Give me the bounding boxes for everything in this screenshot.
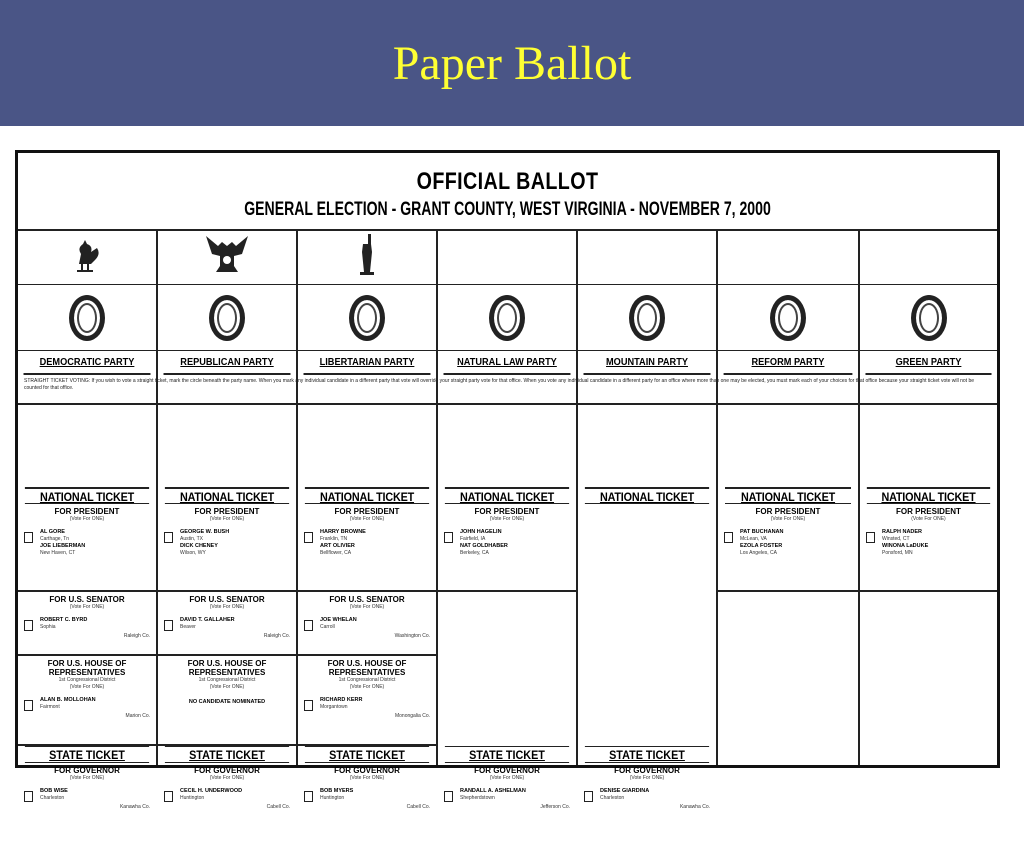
race-title: FOR U.S. SENATOR <box>49 595 125 604</box>
state-ticket-label: STATE TICKET <box>585 746 709 763</box>
race-vote-instruction: (Vote For ONE) <box>349 684 385 690</box>
race-title: FOR U.S. HOUSE OF REPRESENTATIVES <box>47 659 127 677</box>
candidate-county: Cabell Co. <box>266 804 290 810</box>
running-mate-location: Bellflower, CA <box>320 549 352 556</box>
race-title: FOR U.S. HOUSE OF REPRESENTATIVES <box>327 659 407 677</box>
party-column <box>718 229 860 765</box>
straight-ticket-oval[interactable] <box>770 295 806 341</box>
straight-ticket-circle[interactable] <box>578 285 716 351</box>
party-emblem <box>718 229 858 285</box>
candidate-location: Carroll <box>320 624 335 630</box>
candidate-location: Beaver <box>180 624 196 630</box>
house-race <box>18 656 156 746</box>
running-mate-location: Ponsford, MN <box>882 549 913 556</box>
national-ticket-label: NATIONAL TICKET <box>305 487 429 504</box>
running-mate-name: NAT GOLDHABER <box>460 542 508 549</box>
candidate-name: HARRY BROWNE <box>320 529 366 535</box>
race-vote-instruction: (Vote For ONE) <box>209 604 245 610</box>
candidate-county: Marion Co. <box>125 713 150 719</box>
race-title: FOR PRESIDENT <box>334 507 400 516</box>
running-mate-location: Berkeley, CA <box>460 549 489 556</box>
house-race <box>158 656 296 746</box>
candidate <box>162 529 292 556</box>
race-vote-instruction: (Vote For ONE) <box>629 775 665 781</box>
national-ticket-label: NATIONAL TICKET <box>585 487 709 504</box>
race-title: FOR PRESIDENT <box>755 507 821 516</box>
running-mate-name: WINONA LaDUKE <box>882 542 929 549</box>
governor-race <box>578 763 716 847</box>
candidate-county: Raleigh Co. <box>263 633 290 639</box>
candidate-location: Carthage, Tn <box>40 536 70 542</box>
vote-checkbox[interactable] <box>724 532 733 543</box>
race-district: 1st Congressional District <box>198 677 256 683</box>
senator-race <box>18 592 156 656</box>
rooster-icon <box>67 234 107 279</box>
candidate-location: Winsted, CT <box>882 536 910 542</box>
national-ticket-label: NATIONAL TICKET <box>445 487 569 504</box>
race-vote-instruction: (Vote For ONE) <box>69 604 105 610</box>
president-race <box>158 504 296 592</box>
liberty-statue-icon <box>355 232 379 281</box>
candidate <box>22 617 152 639</box>
candidate-name: RICHARD KERR <box>320 697 363 703</box>
candidate-location: Huntington <box>180 795 205 801</box>
race-vote-instruction: (Vote For ONE) <box>209 516 245 522</box>
running-mate-name: ART OLIVIER <box>320 542 355 549</box>
candidate-name: BOB MYERS <box>320 788 354 794</box>
race-vote-instruction: (Vote For ONE) <box>911 516 946 522</box>
president-race <box>298 504 436 592</box>
candidate-location: McLean, VA <box>740 536 767 542</box>
candidate-name: DAVID T. GALLAHER <box>180 617 235 623</box>
running-mate-location: Los Angeles, CA <box>740 549 777 556</box>
president-race <box>718 504 858 592</box>
no-candidate-note: NO CANDIDATE NOMINATED <box>188 699 266 705</box>
candidate <box>442 529 572 556</box>
race-title: FOR U.S. HOUSE OF REPRESENTATIVES <box>187 659 267 677</box>
running-mate-location: New Haven, CT <box>40 549 76 556</box>
vote-checkbox[interactable] <box>24 700 33 711</box>
straight-ticket-circle[interactable] <box>860 285 997 351</box>
straight-ticket-circle[interactable] <box>438 285 576 351</box>
president-race <box>860 504 997 592</box>
straight-ticket-circle[interactable] <box>298 285 436 351</box>
candidate <box>302 617 432 639</box>
candidate-location: Charleston <box>40 795 65 801</box>
senator-race <box>298 592 436 656</box>
straight-ticket-circle[interactable] <box>718 285 858 351</box>
vote-checkbox[interactable] <box>164 791 173 802</box>
slide-header <box>0 0 1024 126</box>
candidate-county: Jefferson Co. <box>540 804 570 810</box>
straight-ticket-oval[interactable] <box>349 295 385 341</box>
national-ticket-label: NATIONAL TICKET <box>867 487 990 504</box>
party-name: GREEN PARTY <box>865 351 991 375</box>
slide-title: Paper Ballot <box>392 37 632 90</box>
race-title: FOR GOVERNOR <box>194 766 260 775</box>
vote-checkbox[interactable] <box>584 791 593 802</box>
race-title: FOR U.S. SENATOR <box>189 595 265 604</box>
candidate-location: Fairmont <box>40 704 60 710</box>
race-title: FOR GOVERNOR <box>54 766 120 775</box>
ballot-title: OFFICIAL BALLOT <box>416 168 599 195</box>
race-vote-instruction: (Vote For ONE) <box>209 684 245 690</box>
race-vote-instruction: (Vote For ONE) <box>489 516 525 522</box>
party-column <box>438 229 578 810</box>
party-emblem <box>438 229 576 285</box>
party-emblem <box>158 229 296 285</box>
candidate-name: JOHN HAGELIN <box>460 529 502 535</box>
candidate-location: Fairfield, IA <box>460 536 486 542</box>
candidate-location: Charleston <box>600 795 625 801</box>
state-ticket-label: STATE TICKET <box>25 746 149 763</box>
candidate-name: RANDALL A. ASHELMAN <box>460 788 526 794</box>
candidate-county: Monongalia Co. <box>394 713 430 719</box>
candidate <box>864 529 993 556</box>
candidate-name: DENISE GIARDINA <box>600 788 650 794</box>
candidate <box>582 788 712 810</box>
candidate-location: Morgantown <box>320 704 348 710</box>
straight-ticket-oval[interactable] <box>489 295 525 341</box>
candidate <box>22 788 152 810</box>
race-title: FOR PRESIDENT <box>194 507 260 516</box>
ballot-header <box>18 153 997 231</box>
party-name: MOUNTAIN PARTY <box>584 351 711 375</box>
race-vote-instruction: (Vote For ONE) <box>349 604 385 610</box>
ballot-image <box>15 150 1000 810</box>
president-race <box>438 504 576 592</box>
race-vote-instruction: (Vote For ONE) <box>489 775 525 781</box>
party-emblem <box>578 229 716 285</box>
candidate-county: Washington Co. <box>394 633 430 639</box>
candidate-county: Raleigh Co. <box>123 633 150 639</box>
race-title: FOR GOVERNOR <box>614 766 680 775</box>
governor-race <box>298 763 436 847</box>
vote-checkbox[interactable] <box>444 532 453 543</box>
vote-checkbox[interactable] <box>866 532 875 543</box>
party-emblem <box>860 229 997 285</box>
race-vote-instruction: (Vote For ONE) <box>69 516 105 522</box>
state-ticket-label: STATE TICKET <box>165 746 289 763</box>
running-mate-name: JOE LIEBERMAN <box>40 542 86 549</box>
candidate <box>162 788 292 810</box>
race-title: FOR PRESIDENT <box>54 507 120 516</box>
candidate-location: Huntington <box>320 795 345 801</box>
party-name: DEMOCRATIC PARTY <box>24 351 151 375</box>
candidate <box>162 617 292 639</box>
state-ticket-label: STATE TICKET <box>305 746 429 763</box>
eagle-icon <box>204 232 250 281</box>
president-race <box>578 504 716 592</box>
race-title: FOR PRESIDENT <box>474 507 540 516</box>
candidate-location: Sophia <box>40 624 56 630</box>
candidate-county: Kanawha Co. <box>119 804 150 810</box>
race-vote-instruction: (Vote For ONE) <box>69 775 105 781</box>
candidate-name: RALPH NADER <box>882 529 923 535</box>
candidate-location: Austin, TX <box>180 536 203 542</box>
running-mate-name: EZOLA FOSTER <box>740 542 783 549</box>
party-emblem <box>18 229 156 285</box>
race-title: FOR GOVERNOR <box>474 766 540 775</box>
candidate <box>302 529 432 556</box>
candidate <box>22 529 152 556</box>
party-column <box>158 229 298 810</box>
candidate-location: Franklin, TN <box>320 536 348 542</box>
ballot-subtitle: GENERAL ELECTION - GRANT COUNTY, WEST VIRGINIA - NOVEMBER 7, 2000 <box>244 199 771 220</box>
vote-checkbox[interactable] <box>444 791 453 802</box>
party-emblem <box>298 229 436 285</box>
national-ticket-label: NATIONAL TICKET <box>725 487 851 504</box>
party-name: LIBERTARIAN PARTY <box>304 351 431 375</box>
candidate-name: AL GORE <box>40 529 65 535</box>
party-name: REPUBLICAN PARTY <box>164 351 291 375</box>
candidate-county: Cabell Co. <box>406 804 430 810</box>
governor-race <box>438 763 576 847</box>
running-mate-location: Wilson, WY <box>180 549 206 556</box>
vote-checkbox[interactable] <box>24 791 33 802</box>
straight-ticket-oval[interactable] <box>629 295 665 341</box>
vote-checkbox[interactable] <box>304 532 313 543</box>
state-ticket-label: STATE TICKET <box>445 746 569 763</box>
vote-checkbox[interactable] <box>24 532 33 543</box>
party-column <box>860 229 997 765</box>
national-ticket-label: NATIONAL TICKET <box>165 487 289 504</box>
race-vote-instruction: (Vote For ONE) <box>69 684 105 690</box>
race-vote-instruction: (Vote For ONE) <box>349 775 385 781</box>
candidate <box>22 697 152 719</box>
candidate <box>302 697 432 719</box>
house-race <box>298 656 436 746</box>
ballot-instructions: STRAIGHT TICKET VOTING: If you wish to vote a straight ticket, mark the circle beneath the party name. When you mark any individual candidate in a different party that vote will override your straight party vote for that office. When you vote any individual candidate in a different party for an office where more than one may be elected, you must mark each of your choices for that office because your straight ticket vote will not be counted for that office. <box>18 375 997 405</box>
straight-ticket-oval[interactable] <box>911 295 947 341</box>
vote-checkbox[interactable] <box>304 700 313 711</box>
governor-race <box>18 763 156 847</box>
vote-checkbox[interactable] <box>304 620 313 631</box>
national-ticket-label: NATIONAL TICKET <box>25 487 149 504</box>
straight-ticket-oval[interactable] <box>69 295 105 341</box>
senator-race <box>158 592 296 656</box>
party-column <box>18 229 158 810</box>
candidate-name: PAT BUCHANAN <box>740 529 784 535</box>
candidate-name: GEORGE W. BUSH <box>180 529 230 535</box>
candidate-name: CECIL H. UNDERWOOD <box>180 788 243 794</box>
race-vote-instruction: (Vote For ONE) <box>770 516 806 522</box>
straight-ticket-circle[interactable] <box>158 285 296 351</box>
running-mate-name: DICK CHENEY <box>180 542 218 549</box>
race-title: FOR PRESIDENT <box>896 507 961 516</box>
candidate-name: JOE WHELAN <box>320 617 357 623</box>
vote-checkbox[interactable] <box>164 532 173 543</box>
party-column <box>578 229 718 810</box>
race-title: FOR U.S. SENATOR <box>329 595 405 604</box>
candidate-name: ALAN B. MOLLOHAN <box>40 697 96 703</box>
race-district: 1st Congressional District <box>338 677 396 683</box>
candidate <box>442 788 572 810</box>
candidate-county: Kanawha Co. <box>679 804 710 810</box>
party-name: NATURAL LAW PARTY <box>444 351 571 375</box>
vote-checkbox[interactable] <box>304 791 313 802</box>
candidate <box>302 788 432 810</box>
race-district: 1st Congressional District <box>58 677 116 683</box>
governor-race <box>158 763 296 847</box>
vote-checkbox[interactable] <box>164 620 173 631</box>
candidate <box>722 529 854 556</box>
candidate-location: Shepherdstown <box>460 795 495 801</box>
race-title: FOR GOVERNOR <box>334 766 400 775</box>
president-race <box>18 504 156 592</box>
candidate-name: ROBERT C. BYRD <box>40 617 88 623</box>
party-column <box>298 229 438 810</box>
straight-ticket-circle[interactable] <box>18 285 156 351</box>
straight-ticket-oval[interactable] <box>209 295 245 341</box>
race-vote-instruction: (Vote For ONE) <box>209 775 245 781</box>
party-name: REFORM PARTY <box>724 351 853 375</box>
candidate-name: BOB WISE <box>40 788 68 794</box>
race-vote-instruction: (Vote For ONE) <box>349 516 385 522</box>
vote-checkbox[interactable] <box>24 620 33 631</box>
